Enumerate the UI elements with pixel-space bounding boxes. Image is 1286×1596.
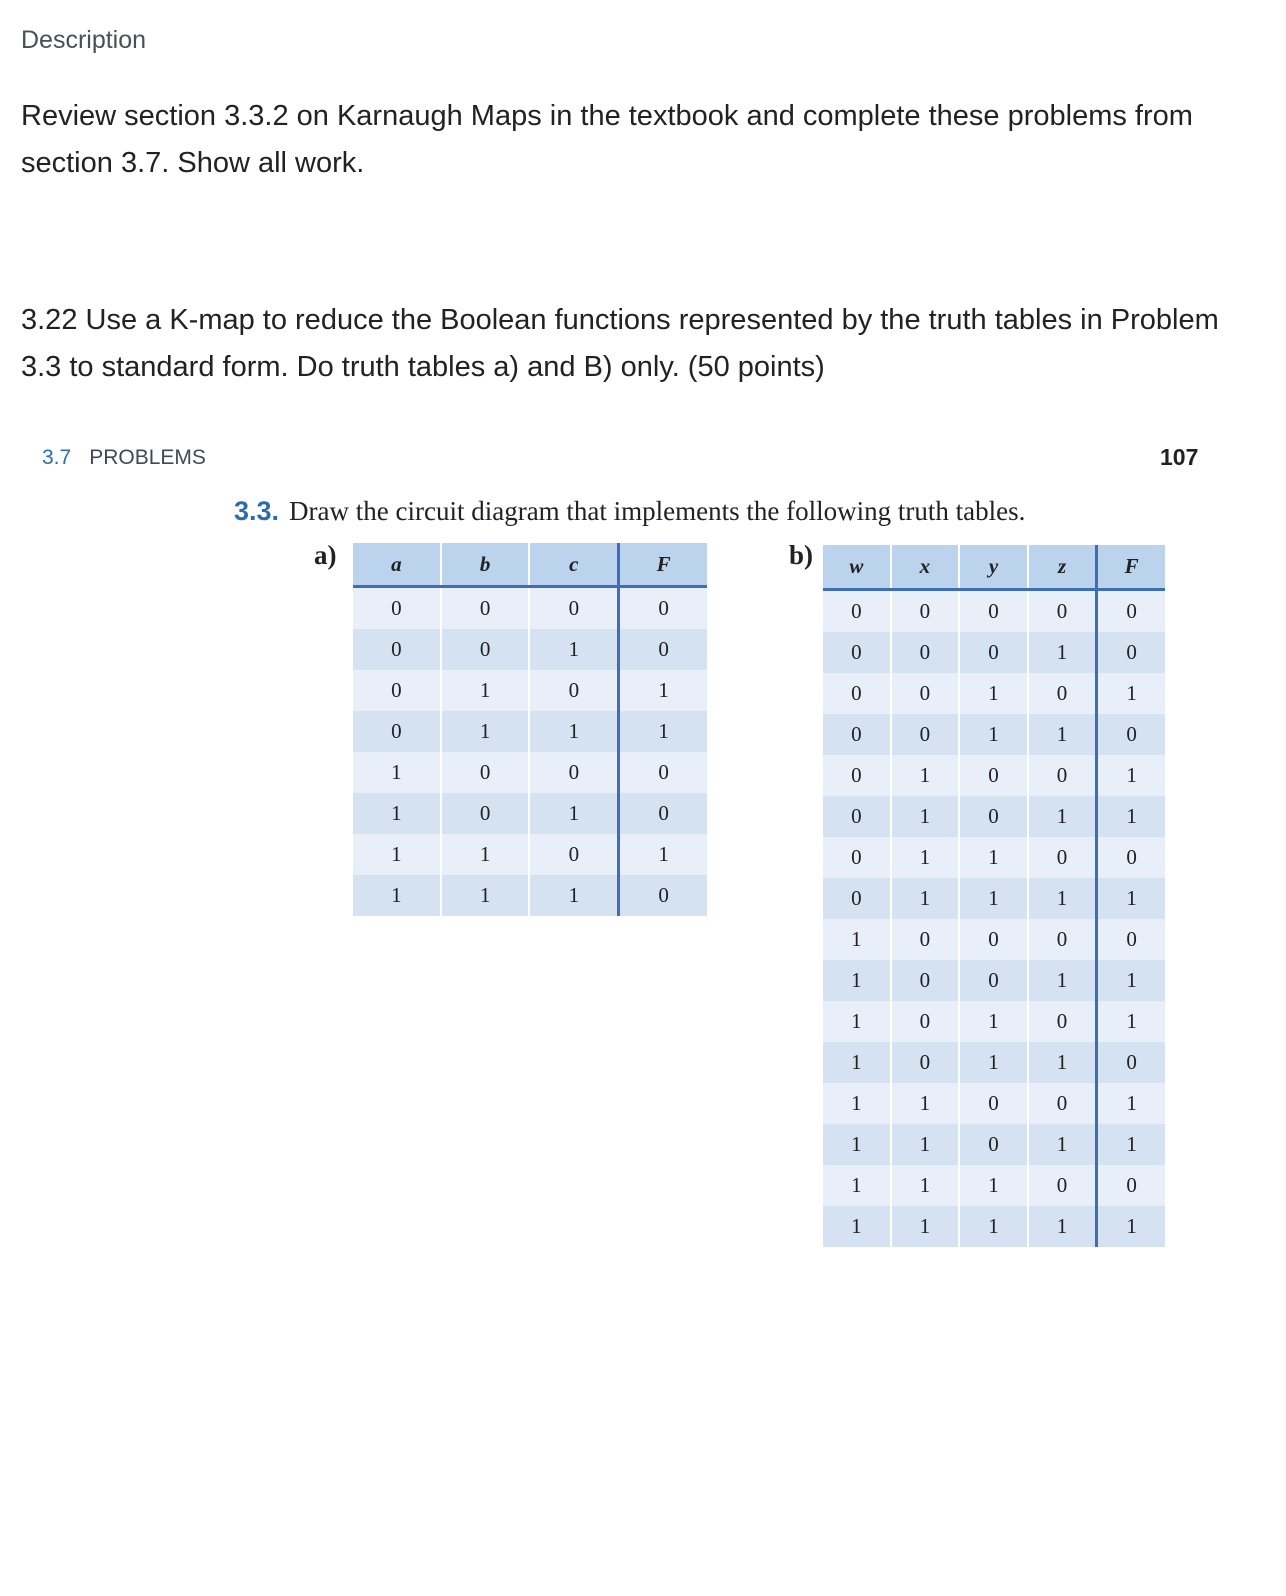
- table-cell: 1: [1097, 1206, 1165, 1247]
- table-cell: 0: [1097, 632, 1165, 673]
- table-cell: 0: [1097, 1042, 1165, 1083]
- table-cell: 1: [823, 1083, 891, 1124]
- table-cell: 1: [959, 878, 1028, 919]
- table-cell: 0: [959, 632, 1028, 673]
- table-cell: 1: [1028, 632, 1097, 673]
- table-cell: 0: [1028, 1083, 1097, 1124]
- table-row: [823, 837, 1165, 878]
- table-cell: 1: [529, 629, 618, 670]
- intro-text: Review section 3.3.2 on Karnaugh Maps in the textbook and complete these problems from section 3.7. Show all work.: [21, 100, 1193, 179]
- table-cell: 0: [1097, 714, 1165, 755]
- table-cell: 1: [353, 752, 441, 793]
- table-cell: 0: [959, 919, 1028, 960]
- table-cell: 1: [1097, 1083, 1165, 1124]
- table-cell: 0: [959, 796, 1028, 837]
- column-header-y: y: [959, 545, 1028, 590]
- table-cell: 0: [891, 960, 960, 1001]
- table-cell: 0: [823, 837, 891, 878]
- table-cell: 1: [1028, 796, 1097, 837]
- table-row: [353, 670, 707, 711]
- table-cell: 0: [823, 632, 891, 673]
- table-cell: 1: [823, 919, 891, 960]
- table-cell: 0: [823, 590, 891, 633]
- running-head: [42, 446, 206, 470]
- table-cell: 1: [823, 1206, 891, 1247]
- table-cell: 1: [1028, 960, 1097, 1001]
- table-cell: 1: [1097, 755, 1165, 796]
- table-cell: 0: [823, 714, 891, 755]
- section-number: 3.7: [42, 446, 72, 469]
- column-header-c: c: [529, 543, 618, 587]
- table-cell: 1: [891, 1124, 960, 1165]
- table-cell: 1: [891, 796, 960, 837]
- table-cell: 0: [959, 1124, 1028, 1165]
- page-number: 107: [1160, 444, 1199, 470]
- table-cell: 1: [959, 673, 1028, 714]
- table-row: [823, 919, 1165, 960]
- table-cell: 0: [1028, 1165, 1097, 1206]
- table-cell: 0: [1028, 919, 1097, 960]
- table-cell: 1: [1097, 673, 1165, 714]
- table-row: [823, 632, 1165, 673]
- table-cell: 1: [529, 793, 618, 834]
- table-cell: 0: [529, 834, 618, 875]
- table-cell: 1: [441, 670, 530, 711]
- table-cell: 0: [619, 587, 707, 630]
- table-row: [823, 590, 1165, 633]
- table-cell: 1: [1097, 796, 1165, 837]
- table-cell: 1: [959, 1042, 1028, 1083]
- table-cell: 0: [959, 755, 1028, 796]
- table-row: [823, 1206, 1165, 1247]
- table-cell: 0: [823, 673, 891, 714]
- table-cell: 0: [353, 711, 441, 752]
- table-cell: 1: [891, 1083, 960, 1124]
- table-cell: 1: [1028, 1206, 1097, 1247]
- table-cell: 1: [823, 1165, 891, 1206]
- table-cell: 0: [891, 590, 960, 633]
- table-row: [353, 875, 707, 916]
- table-cell: 1: [529, 711, 618, 752]
- table-cell: 0: [823, 796, 891, 837]
- table-cell: 0: [891, 919, 960, 960]
- table-row: [823, 1165, 1165, 1206]
- table-cell: 1: [959, 1001, 1028, 1042]
- table-cell: 0: [619, 629, 707, 670]
- table-row: [823, 673, 1165, 714]
- table-cell: 0: [1028, 1001, 1097, 1042]
- table-cell: 1: [891, 1206, 960, 1247]
- table-cell: 1: [1028, 1124, 1097, 1165]
- table-row: [823, 1083, 1165, 1124]
- table-cell: 1: [891, 1165, 960, 1206]
- column-header-a: a: [353, 543, 441, 587]
- column-header-b: b: [441, 543, 530, 587]
- column-header-F: F: [619, 543, 707, 587]
- table-cell: 1: [441, 834, 530, 875]
- table-cell: 1: [441, 875, 530, 916]
- table-row: [823, 1124, 1165, 1165]
- column-header-z: z: [1028, 545, 1097, 590]
- table-cell: 0: [619, 752, 707, 793]
- table-header-row: [353, 543, 707, 587]
- table-cell: 0: [1097, 590, 1165, 633]
- table-cell: 1: [891, 755, 960, 796]
- table-cell: 0: [891, 1042, 960, 1083]
- table-cell: 1: [619, 711, 707, 752]
- table-cell: 1: [1028, 714, 1097, 755]
- table-row: [823, 714, 1165, 755]
- column-header-F: F: [1097, 545, 1165, 590]
- table-cell: 1: [823, 1001, 891, 1042]
- table-row: [353, 752, 707, 793]
- table-cell: 0: [891, 673, 960, 714]
- problem-statement: [234, 496, 1025, 527]
- table-cell: 1: [959, 714, 1028, 755]
- table-cell: 1: [1028, 1042, 1097, 1083]
- column-header-x: x: [891, 545, 960, 590]
- table-row: [823, 960, 1165, 1001]
- problem-text: Draw the circuit diagram that implements the following truth tables.: [289, 496, 1026, 526]
- table-cell: 0: [353, 629, 441, 670]
- table-cell: 0: [959, 1083, 1028, 1124]
- description-heading: Description: [21, 26, 147, 54]
- table-cell: 1: [959, 1206, 1028, 1247]
- table-cell: 0: [441, 587, 530, 630]
- table-cell: 0: [529, 587, 618, 630]
- table-cell: 0: [353, 670, 441, 711]
- table-cell: 1: [1028, 878, 1097, 919]
- table-cell: 0: [1097, 837, 1165, 878]
- table-a-label: a): [314, 540, 337, 570]
- table-cell: 1: [619, 834, 707, 875]
- table-cell: 1: [353, 793, 441, 834]
- problem-number: 3.3.: [234, 496, 280, 526]
- table-row: [353, 793, 707, 834]
- table-cell: 1: [1097, 1124, 1165, 1165]
- table-cell: 1: [353, 875, 441, 916]
- table-cell: 0: [959, 590, 1028, 633]
- table-cell: 0: [529, 670, 618, 711]
- table-cell: 1: [891, 837, 960, 878]
- table-cell: 0: [891, 1001, 960, 1042]
- table-cell: 1: [823, 960, 891, 1001]
- table-b-label: b): [789, 540, 814, 570]
- table-cell: 1: [891, 878, 960, 919]
- table-row: [353, 629, 707, 670]
- table-cell: 0: [891, 632, 960, 673]
- table-cell: 0: [1028, 590, 1097, 633]
- table-cell: 1: [529, 875, 618, 916]
- table-cell: 0: [1028, 755, 1097, 796]
- section-title: PROBLEMS: [89, 446, 206, 469]
- table-cell: 0: [823, 755, 891, 796]
- table-cell: 0: [619, 793, 707, 834]
- truth-table-b: [823, 545, 1165, 1247]
- table-cell: 0: [1097, 1165, 1165, 1206]
- textbook-page-image: [0, 440, 1286, 1260]
- table-cell: 0: [441, 793, 530, 834]
- table-row: [823, 796, 1165, 837]
- table-cell: 1: [353, 834, 441, 875]
- column-header-w: w: [823, 545, 891, 590]
- table-cell: 0: [1028, 673, 1097, 714]
- assignment-text: 3.22 Use a K-map to reduce the Boolean functions represented by the truth tables in Problem 3.3 to standard form. Do truth tables a) and B) only. (50 points): [21, 304, 1219, 383]
- table-cell: 0: [441, 629, 530, 670]
- table-cell: 0: [353, 587, 441, 630]
- table-row: [353, 711, 707, 752]
- table-cell: 1: [619, 670, 707, 711]
- table-cell: 0: [959, 960, 1028, 1001]
- table-cell: 0: [823, 878, 891, 919]
- table-cell: 0: [1028, 837, 1097, 878]
- table-cell: 0: [1097, 919, 1165, 960]
- table-cell: 1: [441, 711, 530, 752]
- table-cell: 1: [1097, 878, 1165, 919]
- table-cell: 1: [823, 1042, 891, 1083]
- table-cell: 0: [441, 752, 530, 793]
- table-cell: 1: [1097, 1001, 1165, 1042]
- table-row: [823, 755, 1165, 796]
- table-row: [353, 587, 707, 630]
- table-row: [823, 1042, 1165, 1083]
- table-cell: 1: [959, 1165, 1028, 1206]
- table-cell: 1: [823, 1124, 891, 1165]
- table-cell: 0: [891, 714, 960, 755]
- table-row: [353, 834, 707, 875]
- table-row: [823, 878, 1165, 919]
- table-cell: 0: [619, 875, 707, 916]
- table-cell: 1: [1097, 960, 1165, 1001]
- table-header-row: [823, 545, 1165, 590]
- table-cell: 1: [959, 837, 1028, 878]
- truth-table-a: [353, 543, 707, 916]
- table-row: [823, 1001, 1165, 1042]
- table-cell: 0: [529, 752, 618, 793]
